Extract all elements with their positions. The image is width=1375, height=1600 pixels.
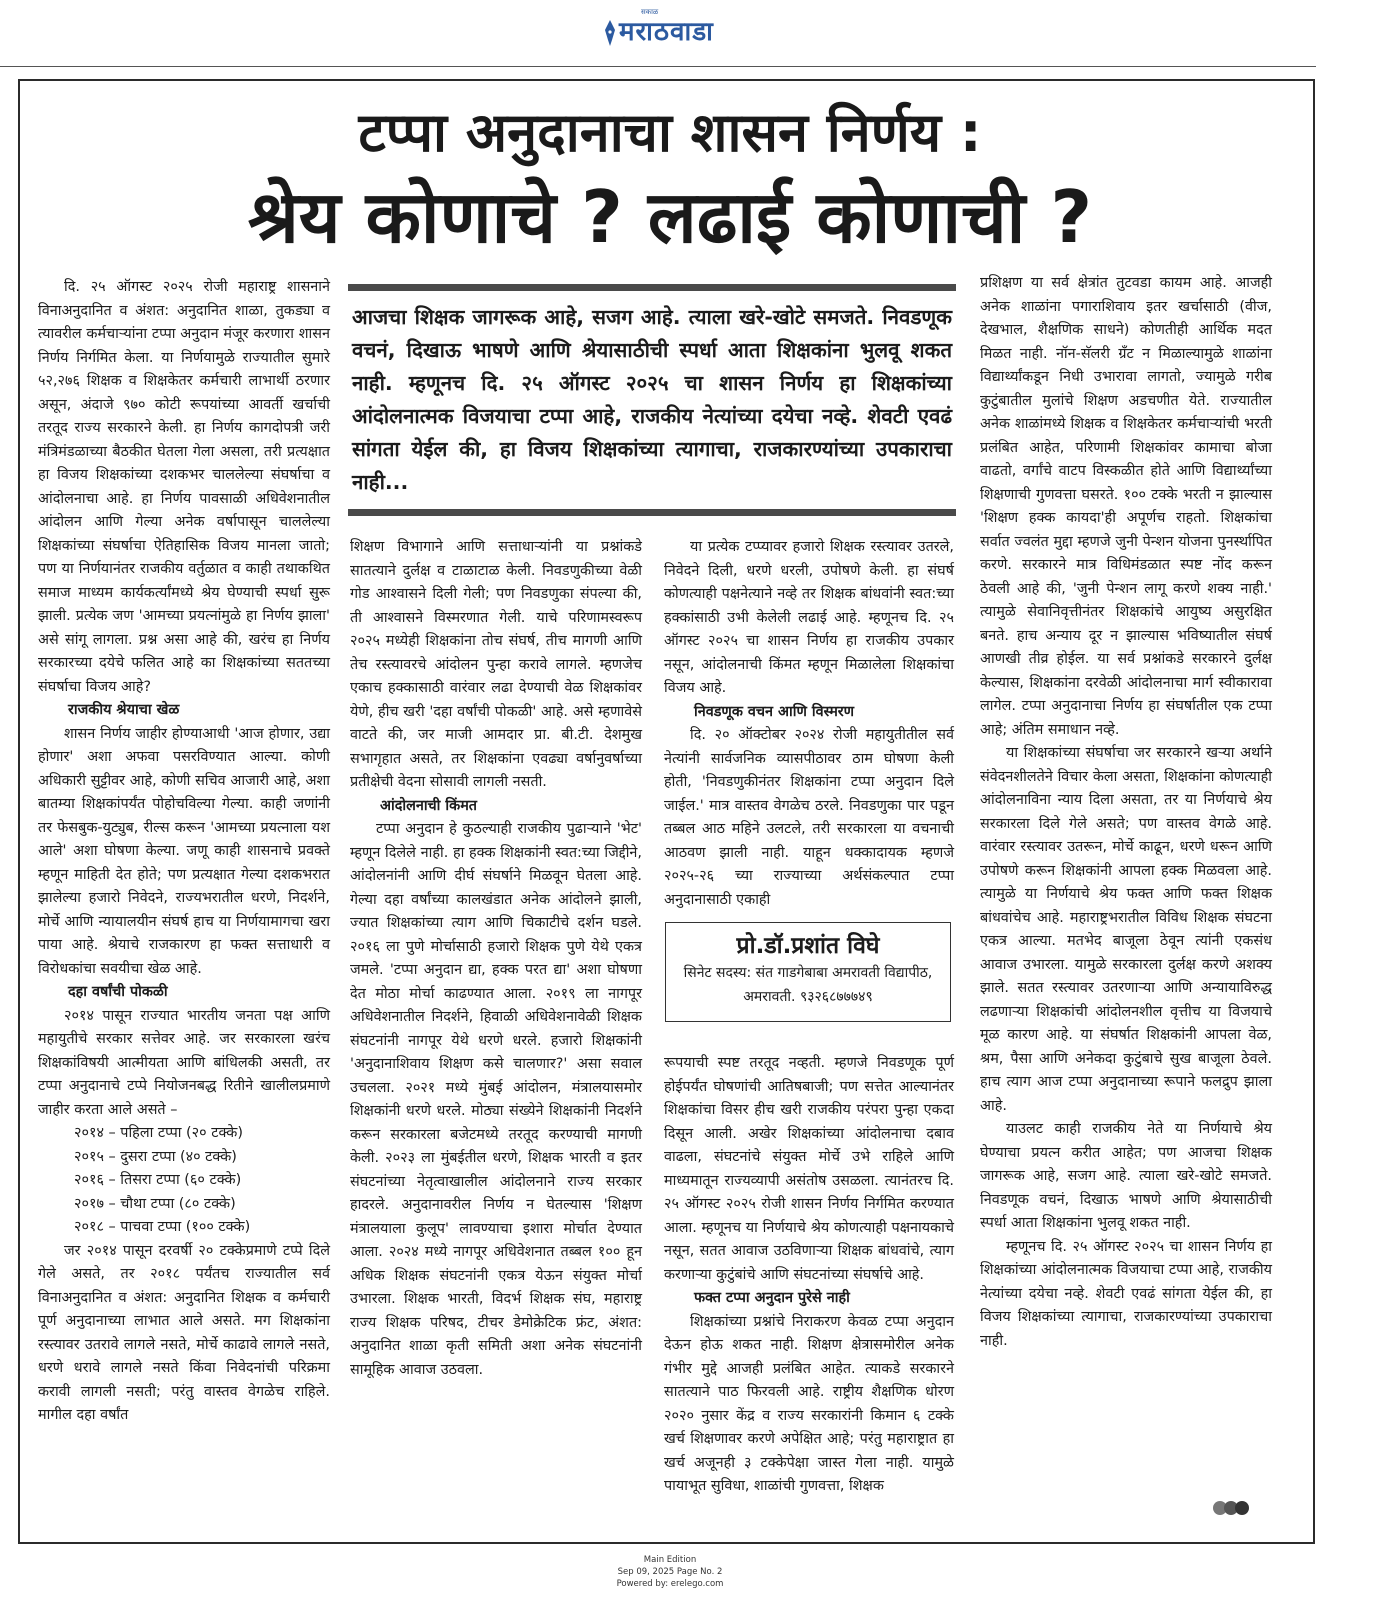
pull-quote-text: आजचा शिक्षक जागरूक आहे, सजग आहे. त्याला खरे-खोटे समजते. निवडणूक वचनं, दिखाऊ भाषणे आणि श्रेयासाठीची स्पर्धा आता शिक्षकांना भुलवू शकत नाही. म्हणूनच दि. २५ ऑगस्ट २०२५ चा शासन निर्णय हा शिक्षकांच्या आंदोलनात्मक विजयाचा टप्पा आहे, राजकीय नेत्यांच्या दयेचा नव्हे. शेवटी एवढं सांगता येईल की, हा विजय शिक्षकांच्या त्यागाचा, राजकारण्यांच्या उपकाराचा नाही... (352, 305, 952, 494)
paragraph: टप्पा अनुदान हे कुठल्याही राजकीय पुढाऱ्याने 'भेट' म्हणून दिलेले नाही. हा हक्क शिक्षकांनी स्वत:च्या जिद्दीने, आंदोलनांनी आणि दीर्घ संघर्षाने मिळवून घेतला आहे. गेल्या दहा वर्षांच्या कालखंडात अनेक आंदोलने झाली, ज्यात शिक्षकांच्या त्याग आणि चिकाटीचे दर्शन घडले. २०१६ ला पुणे मोर्चासाठी हजारो शिक्षक पुणे येथे एकत्र जमले. 'टप्पा अनुदान द्या, हक्क परत द्या' अशा घोषणा देत मोठा मोर्चा काढण्यात आला. २०१९ ला नागपूर अधिवेशनातील निदर्शने, हिवाळी अधिवेशनावेळी शिक्षक संघटनांनी नागपूर येथे धरणे धरले. हजारो शिक्षकांनी 'अनुदानाशिवाय शिक्षण कसे चालणार?' असा सवाल उचलला. २०२१ मध्ये मुंबई आंदोलन, मंत्रालयासमोर शिक्षकांनी धरणे धरले. मोठ्या संख्येने शिक्षकांनी निदर्शने करून सरकारला बजेटमध्ये तरतूद करण्याची मागणी केली. २०२३ ला मुंबईतील धरणे, शिक्षक भारती व इतर संघटनांच्या नेतृत्वाखालील आंदोलनाने राज्य सरकार हादरले. अनुदानावरील निर्णय न घेतल्यास 'शिक्षण मंत्रालयाला कुलूप' लावण्याचा इशारा मोर्चात देण्यात आला. २०२४ मध्ये नागपूर अधिवेशनात तब्बल १०० हून अधिक शिक्षक संघटनांनी एकत्र येऊन संयुक्त मोर्चा उभारला. शिक्षक भारती, विदर्भ शिक्षक संघ, महाराष्ट्र राज्य शिक्षक परिषद, टीचर डेमोक्रेटिक फ्रंट, अंशत: अनुदानित शाळा कृती समिती अशा अनेक संघटनांनी सामूहिक आवाज उठवला. (350, 821, 642, 1378)
paragraph: या शिक्षकांच्या संघर्षाचा जर सरकारने खऱ्या अर्थाने संवेदनशीलतेने विचार केला असता, शिक्षकांना कोणत्याही आंदोलनाविना न्याय दिला असता, तर या निर्णयाचे श्रेय सरकारला दिले गेले असते; पण वास्तव वेगळे आहे. वारंवार रस्त्यावर उतरून, मोर्चे काढून, धरणे धरून आणि उपोषणे करून शिक्षकांनी आपला हक्क मिळवला आहे. त्यामुळे या निर्णयाचे श्रेय फक्त आणि फक्त शिक्षक बांधवांचेच आहे. महाराष्ट्रभरातील विविध शिक्षक संघटना एकत्र आल्या. मतभेद बाजूला ठेवून त्यांनी एकसंध आवाज उभारला. यामुळे सरकारला दुर्लक्ष करणे अशक्य झाले. सतत रस्त्यावर उतरणाऱ्या आणि अन्यायाविरुद्ध लढणाऱ्या शिक्षकांची आंदोलनशील वृत्तीच या विजयाचे मूळ कारण आहे. या संघर्षात शिक्षकांनी आपला वेळ, श्रम, पैसा आणि अनेकदा कुटुंबाचे सुख बाजूला ठेवले. हाच त्याग आज टप्पा अनुदानाच्या रूपाने फलद्रुप झाला आहे. (980, 745, 1272, 1114)
footer-powered-by: Powered by: erelego.com (616, 1579, 724, 1589)
masthead-rule (0, 66, 1316, 67)
paragraph: दि. २० ऑक्टोबर २०२४ रोजी महायुतीतील सर्व नेत्यांनी सार्वजनिक व्यासपीठावर ठाम घोषणा केली होती, 'निवडणुकीनंतर शिक्षकांना टप्पा अनुदान दिले जाईल.' मात्र वास्तव वेगळेच ठरले. निवडणुका पार पडून तब्बल आठ महिने उलटले, तरी सरकारला या वचनाची आठवण झाली नाही. याहून धक्कादायक म्हणजे २०२५-२६ च्या राज्याच्या अर्थसंकल्पात टप्पा अनुदानासाठी एकाही (664, 727, 954, 908)
column-2 (350, 536, 642, 1382)
phase-list (38, 1122, 330, 1240)
footer-date-page: Sep 09, 2025 Page No. 2 (617, 1567, 723, 1577)
end-mark-icon (1216, 1501, 1249, 1515)
brand-small: सकाळ (641, 8, 659, 16)
paragraph: दि. २५ ऑगस्ट २०२५ रोजी महाराष्ट्र शासनाने विनाअनुदानित व अंशत: अनुदानित शाळा, तुकड्या व त्यावरील कर्मचाऱ्यांना टप्पा अनुदान मंजूर करणारा शासन निर्णय निर्गमित केला. या निर्णयामुळे राज्यातील सुमारे ५२,२७६ शिक्षक व शिक्षकेतर कर्मचारी लाभार्थी ठरणार असून, अंदाजे ९७० कोटी रूपयांच्या आवर्ती खर्चाची तरतूद राज्य सरकारने केली. हा निर्णय कागदोपत्री जरी मंत्रिमंडळाच्या बैठकीत घेतला गेला असला, तरी प्रत्यक्षात हा विजय शिक्षकांच्या दशकभर चाललेल्या संघर्षाचा व आंदोलनाचा आहे. हा निर्णय पावसाळी अधिवेशनातील आंदोलन आणि गेल्या अनेक वर्षापासून चाललेल्या शिक्षकांच्या संघर्षाचा ऐतिहासिक विजय मानला जातो; पण या निर्णयानंतर राजकीय वर्तुळात व काही तथाकथित समाज माध्यम कार्यकर्त्यांमध्ये श्रेय घेण्याची स्पर्धा सुरू झाली. प्रत्येक जण 'आमच्या प्रयत्नांमुळे हा निर्णय झाला' असे सांगू लागला. प्रश्न असा आहे की, खरंच हा निर्णय सरकारच्या दयेचे फलित आहे का शिक्षकांच्या सततच्या संघर्षाचा विजय आहे? (38, 279, 330, 695)
list-item: २०१५ – दुसरा टप्पा (४० टक्के) (74, 1148, 237, 1165)
pull-quote-rule-bottom (348, 509, 956, 516)
author-designation: सिनेट सदस्य: संत गाडगेबाबा अमरावती विद्यापीठ, अमरावती. ९३२६८७७७४९ (683, 965, 933, 1005)
brand-name: मराठवाडा (619, 17, 714, 47)
paragraph: म्हणूनच दि. २५ ऑगस्ट २०२५ चा शासन निर्णय हा शिक्षकांच्या आंदोलनात्मक विजयाचा टप्पा आहे, राजकीय नेत्यांच्या दयेचा नव्हे. शेवटी एवढं सांगता येईल की, हा विजय शिक्षकांच्या त्यागाचा, राजकारण्यांच्या उपकाराचा नाही. (980, 1238, 1272, 1349)
headline-line-2: श्रेय कोणाचे ? लढाई कोणाची ? (247, 175, 1093, 259)
paragraph: या प्रत्येक टप्प्यावर हजारो शिक्षक रस्त्यावर उतरले, निवेदने दिली, धरणे धरली, उपोषणे केली. हा संघर्ष कोणत्याही पक्षनेत्याने नव्हे तर शिक्षक बांधवांनी स्वत:च्या हक्कांसाठी उभी केलेली लढाई आहे. म्हणूनच दि. २५ ऑगस्ट २०२५ चा शासन निर्णय हा राजकीय उपकार नसून, आंदोलनाची किंमत म्हणून मिळालेला शिक्षकांचा विजय आहे. (664, 539, 954, 696)
subheading: फक्त टप्पा अनुदान पुरेसे नाही (694, 1290, 850, 1306)
paragraph: २०१४ पासून राज्यात भारतीय जनता पक्ष आणि महायुतीचे सरकार सत्तेवर आहे. जर सरकारला खरंच शिक्षकांविषयी आत्मीयता आणि बांधिलकी असती, तर टप्पा अनुदानाचे टप्पे नियोजनबद्ध रितीने खालीलप्रमाणे जाहीर करता आले असते – (38, 1007, 330, 1118)
author-byline-box (665, 922, 951, 1022)
list-item: २०१६ – तिसरा टप्पा (६० टक्के) (74, 1172, 242, 1188)
subheading: निवडणूक वचन आणि विस्मरण (694, 703, 855, 720)
headline-line-1: टप्पा अनुदानाचा शासन निर्णय : (358, 101, 982, 164)
column-1 (38, 276, 330, 1428)
paragraph: रूपयाची स्पष्ट तरतूद नव्हती. म्हणजे निवडणूक पूर्ण होईपर्यंत घोषणांची आतिषबाजी; पण सत्तेत आल्यानंतर शिक्षकांचा विसर हीच खरी राजकीय परंपरा पुन्हा एकदा दिसून आली. अखेर शिक्षकांच्या आंदोलनाचा दबाव वाढला, संघटनांचे संयुक्त मोर्चे उभे राहिले आणि माध्यमातून राज्यव्यापी असंतोष उसळला. त्यानंतरच दि. २५ ऑगस्ट २०२५ रोजी शासन निर्णय निर्गमित करण्यात आला. म्हणूनच या निर्णयाचे श्रेय कोणत्याही पक्षनायकाचे नसून, सतत आवाज उठविणाऱ्या शिक्षक बांधवांचे, त्याग करणाऱ्या कुटुंबांचे आणि संघटनांच्या संघर्षाचे आहे. (664, 1055, 954, 1283)
column-3 (664, 536, 954, 912)
paragraph: शिक्षण विभागाने आणि सत्ताधाऱ्यांनी या प्रश्नांकडे सातत्याने दुर्लक्ष व टाळाटाळ केली. निवडणुकीच्या वेळी गोड आश्वासने दिली गेली; पण निवडणुका संपल्या की, ती आश्वासने विस्मरणात गेली. याचे परिणामस्वरूप २०२५ मध्येही शिक्षकांना तोच संघर्ष, तीच मागणी आणि तेच रस्त्यावरचे आंदोलन पुन्हा करावे लागले. म्हणजेच एकाच हक्कासाठी वारंवार लढा देण्याची वेळ शिक्षकांवर येणे, हीच खरी 'दहा वर्षांची पोकळी' आहे. असे म्हणावेसे वाटते की, जर माजी आमदार प्रा. बी.टी. देशमुख सभागृहात असते, तर शिक्षकांना एवढ्या वर्षानुवर्षाच्या प्रतीक्षेची वेदना सोसावी लागली नसती. (350, 539, 642, 790)
paragraph: शिक्षकांच्या प्रश्नांचे निराकरण केवळ टप्पा अनुदान देऊन होऊ शकत नाही. शिक्षण क्षेत्रासमोरील अनेक गंभीर मुद्दे आजही प्रलंबित आहेत. त्याकडे सरकारने सातत्याने पाठ फिरवली आहे. राष्ट्रीय शैक्षणिक धोरण २०२० नुसार केंद्र व राज्य सरकारांनी किमान ६ टक्के खर्च शिक्षणावर करणे अपेक्षित आहे; परंतु महाराष्ट्रात हा खर्च अजूनही ३ टक्केपेक्षा जास्त गेला नाही. यामुळे पायाभूत सुविधा, शाळांची गुणवत्ता, शिक्षक (664, 1313, 954, 1494)
paragraph: प्रशिक्षण या सर्व क्षेत्रांत तुटवडा कायम आहे. आजही अनेक शाळांना पगाराशिवाय इतर खर्चासाठी (वीज, देखभाल, शैक्षणिक साधने) कोणतीही आर्थिक मदत मिळत नाही. नॉन-सॅलरी ग्रँट न मिळाल्यामुळे शाळांना विद्यार्थ्यांकडून निधी उभारावा लागतो, ज्यामुळे गरीब कुटुंबातील मुलांचे शिक्षण अडचणीत येते. राज्यातील अनेक शाळांमध्ये शिक्षक व शिक्षकेतर कर्मचाऱ्यांची भरती प्रलंबित आहेत, परिणामी शिक्षकांवर कामाचा बोजा वाढतो, वर्गांचे वाटप विस्कळीत होते आणि विद्यार्थ्यांच्या शिक्षणाची गुणवत्ता घसरते. १०० टक्के भरती न झाल्यास 'शिक्षण हक्क कायदा'ही अपूर्णच राहतो. शिक्षकांचा सर्वात ज्वलंत मुद्दा म्हणजे जुनी पेन्शन योजना पुनर्स्थापित करणे. सरकारने मात्र विधिमंडळात स्पष्ट नोंद करून ठेवली आहे की, 'जुनी पेन्शन लागू करणे शक्य नाही.' त्यामुळे सेवानिवृत्तीनंतर शिक्षकांचे आयुष्य असुरक्षित बनते. हाच अन्याय दूर न झाल्यास भविष्यातील संघर्ष आणखी तीव्र होईल. या सर्व प्रश्नांकडे सरकारने दुर्लक्ष केल्यास, शिक्षकांना दरवेळी आंदोलनाचा मार्ग स्वीकारावा लागेल. टप्पा अनुदानाचा निर्णय हा संघर्षातील एक टप्पा आहे; अंतिम समाधान नव्हे. (980, 275, 1272, 738)
paragraph: शासन निर्णय जाहीर होण्याआधी 'आज होणार, उद्या होणार' अशा अफवा पसरविण्यात आल्या. कोणी अधिकारी सुट्टीवर आहे, कोणी सचिव आजारी आहे, अशा बातम्या शिक्षकांपर्यंत पोहोचविल्या गेल्या. काही जणांनी तर फेसबुक-युट्युब, रील्स करून 'आमच्या प्रयत्नाला यश आले' अशा घोषणा केल्या. जणू काही शासनाचे प्रवक्ते म्हणून माहिती देत होते; पण प्रत्यक्षात गेल्या दशकभरात झालेल्या हजारो निवेदने, राज्यभरातील धरणे, निदर्शने, मोर्चे आणि न्यायालयीन संघर्ष हाच या निर्णयामागचा खरा पाया आहे. श्रेयाचे राजकारण हा फक्त सत्ताधारी व विरोधकांचा सवयीचा खेळ आहे. (38, 725, 330, 977)
paragraph: जर २०१४ पासून दरवर्षी २० टक्केप्रमाणे टप्पे दिले गेले असते, तर २०१८ पर्यंतच राज्यातील सर्व विनाअनुदानित व अंशत: अनुदानित शिक्षक व कर्मचारी पूर्ण अनुदानाच्या लाभात आले असते. मग शिक्षकांना रस्त्यावर उतरावे लागले नसते, मोर्चे काढावे लागले नसते, धरणे धरावे लागले नसते किंवा निवेदनांची परिक्रमा करावी लागली नसती; परंतु वास्तव वेगळेच राहिले. मागील दहा वर्षांत (38, 1242, 330, 1423)
masthead-logo (604, 8, 714, 47)
list-item: २०१७ – चौथा टप्पा (८० टक्के) (74, 1195, 236, 1212)
pull-quote (348, 284, 956, 516)
page-footer (560, 1554, 780, 1590)
list-item: २०१८ – पाचवा टप्पा (१०० टक्के) (74, 1219, 251, 1235)
pen-nib-icon (604, 20, 616, 46)
footer-edition: Main Edition (643, 1555, 697, 1565)
column-3-continued (664, 1052, 954, 1499)
subheading: दहा वर्षांची पोकळी (68, 984, 168, 1000)
paragraph: याउलट काही राजकीय नेते या निर्णयाचे श्रेय घेण्याचा प्रयत्न करीत आहेत; पण आजचा शिक्षक जागरूक आहे, सजग आहे. त्याला खरे-खोटे समजते. निवडणूक वचनं, दिखाऊ भाषणे आणि श्रेयासाठीची स्पर्धा आता शिक्षकांना भुलवू शकत नाही. (980, 1121, 1272, 1231)
pull-quote-rule-top (348, 284, 956, 291)
author-name: प्रो.डॉ.प्रशांत विघे (736, 933, 880, 959)
column-4 (980, 272, 1272, 1353)
list-item: २०१४ – पहिला टप्पा (२० टक्के) (74, 1125, 243, 1141)
subheading: राजकीय श्रेयाचा खेळ (68, 702, 180, 718)
masthead (0, 0, 1375, 66)
subheading: आंदोलनाची किंमत (380, 797, 478, 814)
